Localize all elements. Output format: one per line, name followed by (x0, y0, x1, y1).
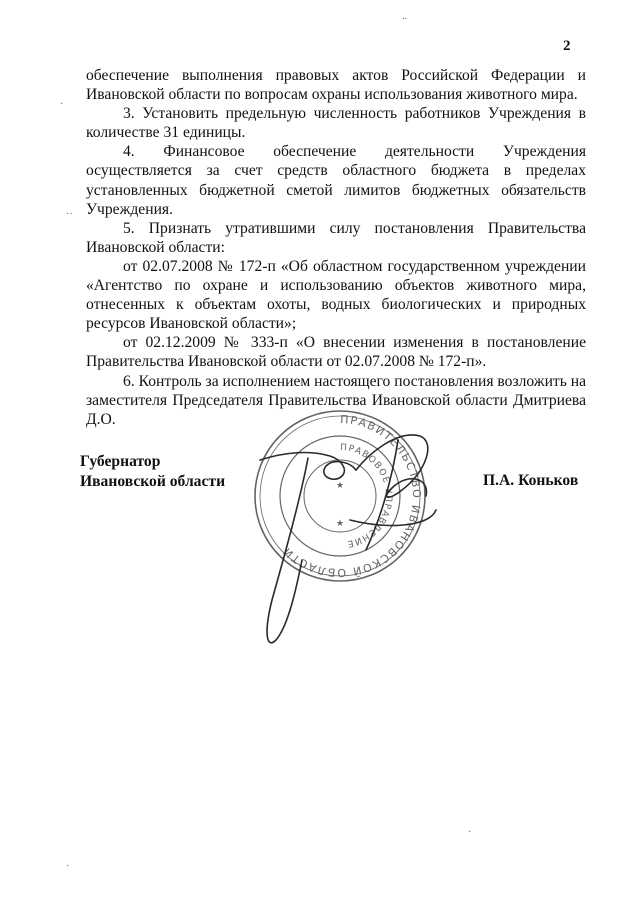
scan-speck: · (66, 861, 70, 872)
paragraph-item-3: 3. Установить предельную численность работников Учреждения в количестве 31 единицы. (86, 105, 586, 142)
seal-star-icon: ★ (335, 481, 345, 491)
signatory-title-line-1: Губернатор (80, 453, 161, 470)
paragraph-item-6: 6. Контроль за исполнением настоящего постановления возложить на заместителя Председателя Правительства Ивановской области Дмитриева Д.О. (86, 372, 587, 428)
paragraph-continuation: обеспечение выполнения правовых актов Российской Федерации и Ивановской области по вопросам охраны использования животного мира. (86, 67, 586, 104)
document-body (86, 66, 586, 429)
page-number: 2 (563, 38, 571, 54)
paragraph-item-5: 5. Признать утратившими силу постановления Правительства Ивановской области: (86, 219, 586, 256)
signatory-title-line-2: Ивановской области (80, 473, 226, 490)
scan-speck: · (60, 99, 64, 110)
seal-inner-text: ПРАВОВОЕ УПРАВЛЕНИЕ (339, 442, 394, 549)
scan-speck: .. (402, 11, 407, 22)
signatory-name: П.А. Коньков (483, 472, 579, 489)
paragraph-repealed-act-1: от 02.07.2008 № 172-п «Об областном государственном учреждении «Агентство по охране и использованию объектов животного мира, отнесенных к объектам охоты, водных биологических и природных ресурсов Ивановской области»; (86, 257, 586, 333)
paragraph-item-4: 4. Финансовое обеспечение деятельности Учреждения осуществляется за счет средств областного бюджета в пределах установленных бюджетной сметой лимитов бюджетных обязательств Учреждения. (86, 143, 586, 218)
scan-speck: ·· (66, 209, 73, 220)
paragraph-repealed-act-2: от 02.12.2009 № 333-п «О внесении изменения в постановление Правительства Ивановской области от 02.07.2008 № 172-п». (86, 334, 586, 371)
seal-and-signature (230, 400, 450, 720)
seal-star-icon: ★ (335, 519, 345, 529)
scan-speck: · (468, 827, 472, 838)
seal-outer-text: ПРАВИТЕЛЬСТВО ИВАНОВСКОЙ ОБЛАСТИ (280, 412, 424, 580)
signatory-title (80, 452, 225, 492)
